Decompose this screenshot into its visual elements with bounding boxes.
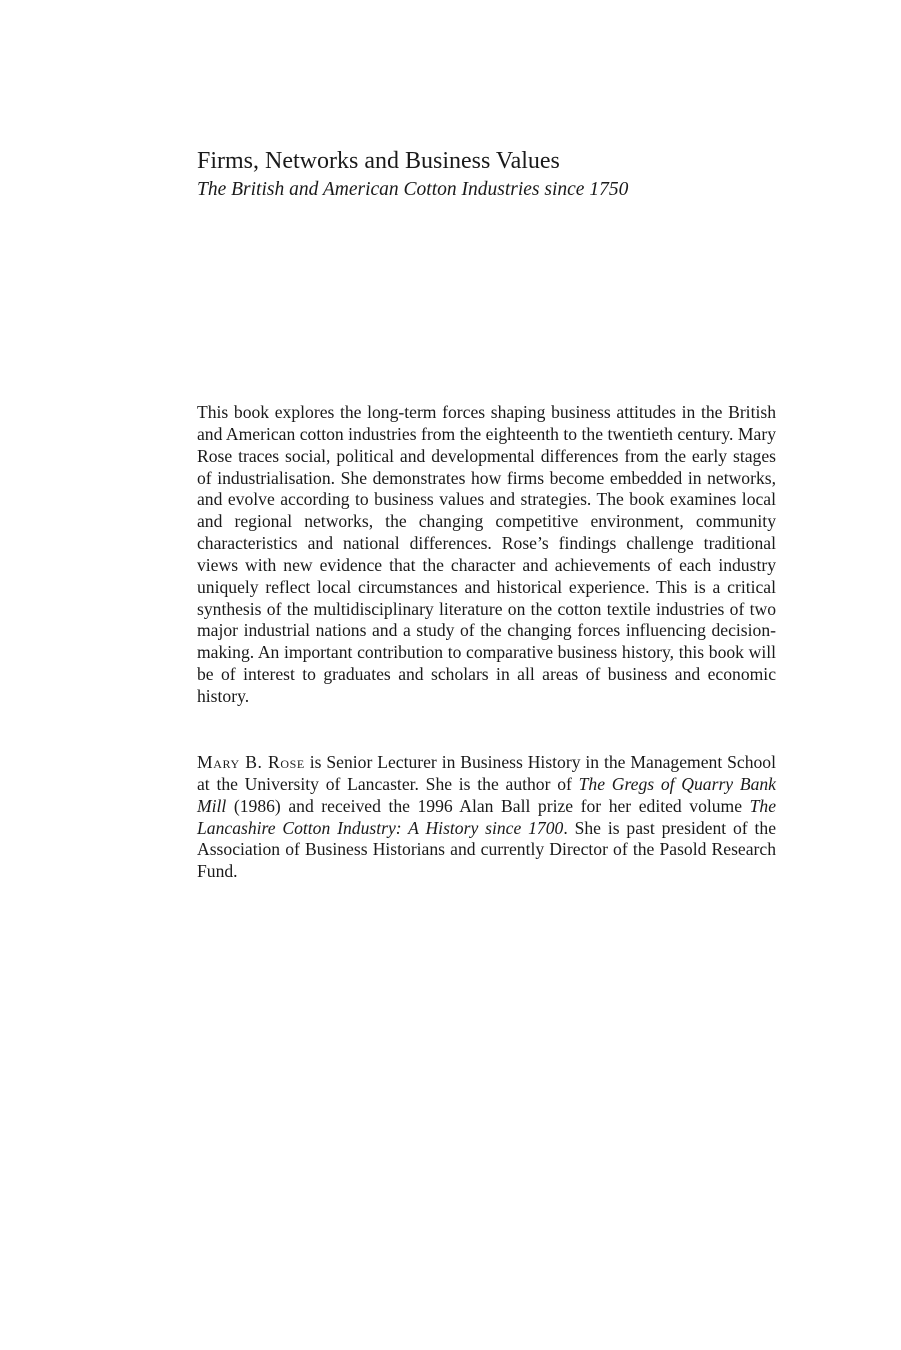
author-bio (197, 752, 776, 883)
author-bio-text-1: is Senior Lecturer in Business History in the Management School at the University of Lancaster. She is the author of (197, 752, 776, 794)
author-book-title-1: The Gregs of Quarry Bank Mill (197, 773, 776, 816)
author-bio-text-3: . She is past president of the Association of Business Historians and currently Director of the Pasold Research Fund. (197, 817, 776, 882)
book-subtitle: The British and American Cotton Industries since 1750 (197, 179, 629, 200)
book-title: Firms, Networks and Business Values (197, 148, 560, 174)
author-book-title-2: The Lancashire Cotton Industry: A History since 1700 (197, 795, 776, 838)
author-name: Mary B. Rose (197, 752, 305, 772)
title-block (197, 146, 787, 203)
book-description: This book explores the long-term forces shaping business attitudes in the British and American cotton industries from the eighteenth to the twentieth century. Mary Rose traces social, political and developmental differences from the early stages of industrialisation. She demonstrates how firms become embedded in networks, and evolve according to business values and strategies. The book examines local and regional networks, the changing competitive environment, community characteristics and national differences. Rose’s findings challenge traditional views with new evidence that the character and achievements of each industry uniquely reflect local circumstances and historical experience. This is a critical synthesis of the multidisciplinary literature on the cotton textile industries of two major industrial nations and a study of the changing forces influencing decision-making. An important contribution to comparative business history, this book will be of interest to graduates and scholars in all areas of business and economic history. (197, 402, 776, 706)
author-bio-text-2: (1986) and received the 1996 Alan Ball prize for her edited volume (226, 795, 750, 816)
